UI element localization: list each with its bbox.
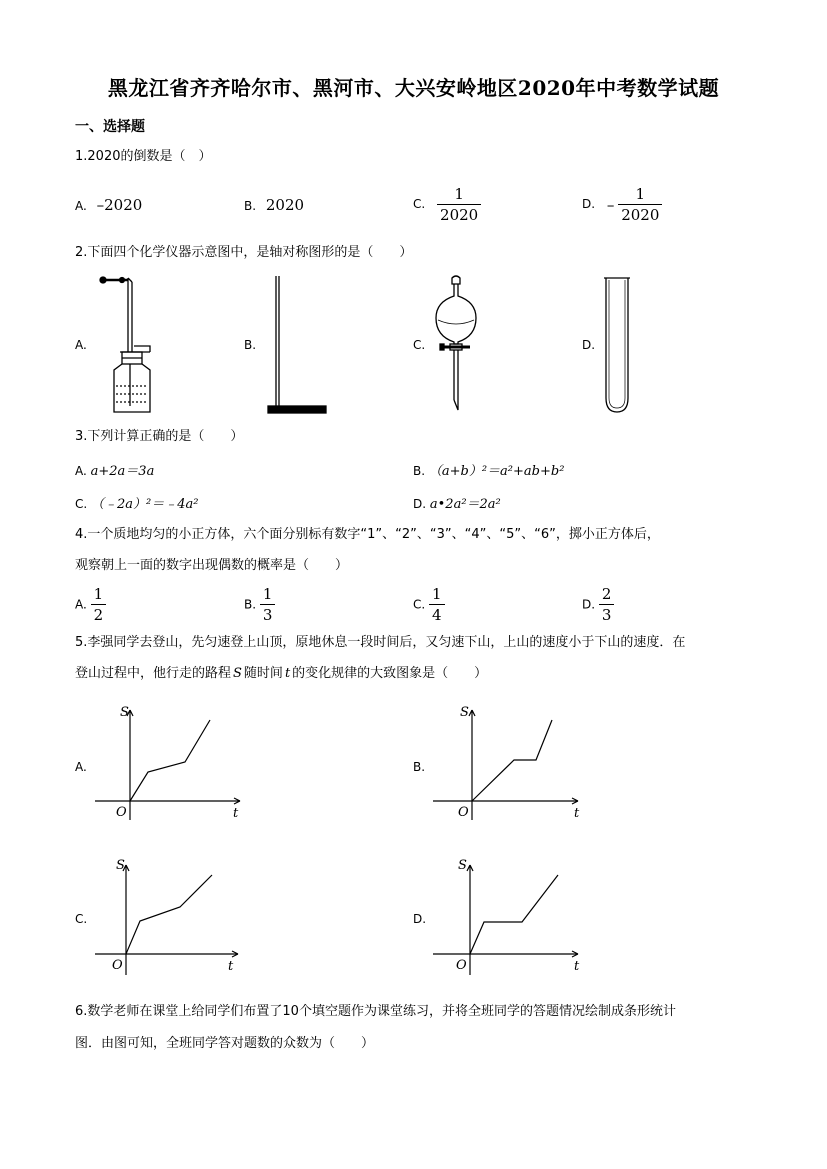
- q5-graph-a: [90, 700, 250, 825]
- q1-c-numerator: 1: [454, 185, 464, 203]
- q1-fraction-c: [437, 184, 481, 225]
- q4-option-a[interactable]: [75, 584, 106, 625]
- q3-label-c: C.: [75, 497, 92, 511]
- q5-graph-d: [428, 855, 588, 980]
- q5-d-axis-x: t: [574, 959, 580, 974]
- q3-expr-c: （﹣2a）²＝﹣4a²: [91, 497, 199, 512]
- q5-a-axis-y: S: [120, 705, 129, 720]
- q5-stem-part3: 的变化规律的大致图象是（ ）: [292, 666, 488, 681]
- q4-label-c: C.: [413, 597, 430, 612]
- q1-c-denominator: 2020: [437, 204, 481, 225]
- q4-a-numerator: 1: [93, 585, 104, 603]
- q5-graph-a-line: [130, 720, 210, 801]
- q1-value-a: –2020: [96, 196, 143, 214]
- q4-label-d: D.: [582, 597, 599, 612]
- q5-label-c[interactable]: C.: [75, 912, 88, 926]
- q1-option-b[interactable]: [244, 196, 304, 214]
- q5-c-axis-y: S: [116, 858, 125, 873]
- iron-stand-icon: [262, 274, 332, 416]
- q4-fraction-a: [91, 584, 107, 625]
- q4-b-numerator: 1: [262, 585, 273, 603]
- q4-option-d[interactable]: [582, 584, 614, 625]
- q2-label-a[interactable]: A.: [75, 338, 87, 352]
- q3-option-a[interactable]: [75, 460, 154, 479]
- q3-expr-a: a+2a＝3a: [90, 464, 155, 479]
- q5-stem-part2: 随时间: [243, 666, 283, 681]
- q1-label-c: C.: [413, 197, 426, 211]
- gas-washing-bottle-icon: [96, 274, 156, 414]
- q3-stem: 3.下列计算正确的是（ ）: [75, 429, 244, 444]
- q1-option-d[interactable]: [582, 184, 662, 225]
- q3-label-b: B.: [413, 464, 429, 478]
- q1-d-sign: –: [606, 195, 615, 214]
- q1-d-denominator: 2020: [618, 204, 662, 225]
- q1-d-numerator: 1: [635, 185, 646, 203]
- q1-option-a[interactable]: [75, 196, 142, 214]
- q4-fraction-d: [599, 584, 615, 625]
- q6-stem-line2: 图．由图可知，全班同学答对题数的众数为（ ）: [75, 1036, 375, 1051]
- section-heading: 一、选择题: [75, 119, 145, 135]
- q4-b-denominator: 3: [260, 604, 276, 625]
- q5-label-b[interactable]: B.: [413, 760, 426, 774]
- q4-stem-line2: 观察朝上一面的数字出现偶数的概率是（ ）: [75, 558, 349, 573]
- q5-b-axis-y: S: [460, 705, 469, 720]
- q4-option-c[interactable]: [413, 584, 445, 625]
- q1-label-d: D.: [582, 197, 596, 211]
- q5-d-axis-y: S: [458, 858, 467, 873]
- q3-option-c[interactable]: [75, 493, 198, 512]
- q4-option-b[interactable]: [244, 584, 275, 625]
- q4-label-a: A.: [75, 597, 91, 612]
- q2-stem: 2.下面四个化学仪器示意图中，是轴对称图形的是（ ）: [75, 245, 413, 260]
- q3-option-d[interactable]: [413, 493, 501, 512]
- q4-fraction-c: [429, 584, 445, 625]
- q5-var-t: t: [284, 666, 291, 681]
- q2-label-d[interactable]: D.: [582, 338, 596, 352]
- q4-d-denominator: 3: [599, 604, 615, 625]
- q3-label-d: D.: [413, 497, 430, 511]
- q1-option-c[interactable]: [413, 184, 481, 225]
- q5-stem-line1: 5.李强同学去登山，先匀速登上山顶，原地休息一段时间后，又匀速下山，上山的速度小于下山的速度．在: [75, 635, 686, 650]
- q4-d-numerator: 2: [601, 585, 612, 603]
- q4-fraction-b: [260, 584, 276, 625]
- q5-d-origin: O: [456, 958, 467, 973]
- q3-option-b[interactable]: [413, 460, 564, 479]
- q1-label-a: A.: [75, 199, 87, 213]
- q1-value-b: 2020: [265, 196, 305, 214]
- q1-fraction-d: [618, 184, 662, 225]
- q5-graph-b: [428, 700, 588, 825]
- q5-label-a[interactable]: A.: [75, 760, 87, 774]
- q5-graph-c-line: [126, 875, 212, 954]
- q5-var-s: S: [233, 666, 242, 681]
- q5-stem-part1: 登山过程中，他行走的路程: [75, 666, 232, 681]
- q4-a-denominator: 2: [91, 604, 107, 625]
- q5-label-d[interactable]: D.: [413, 912, 427, 926]
- q3-expr-d: a•2a²＝2a²: [429, 497, 501, 512]
- q1-stem: 1.2020的倒数是（ ）: [75, 149, 212, 164]
- q1-label-b: B.: [244, 199, 257, 213]
- q6-stem-line1: 6.数学老师在课堂上给同学们布置了10个填空题作为课堂练习，并将全班同学的答题情况绘制成条形统计: [75, 1004, 676, 1019]
- q3-label-a: A.: [75, 464, 91, 478]
- q5-graph-c: [90, 855, 250, 980]
- separatory-funnel-icon: [428, 274, 488, 416]
- q5-c-origin: O: [112, 958, 123, 973]
- q4-label-b: B.: [244, 597, 260, 612]
- q5-stem-line2: [75, 663, 487, 685]
- q4-c-denominator: 4: [429, 604, 445, 625]
- q5-a-origin: O: [116, 805, 127, 820]
- q2-label-b[interactable]: B.: [244, 338, 257, 352]
- page-title: 黑龙江省齐齐哈尔市、黑河市、大兴安岭地区2020年中考数学试题: [107, 76, 720, 100]
- q4-c-numerator: 1: [432, 585, 442, 603]
- q5-c-axis-x: t: [228, 959, 234, 974]
- q5-b-origin: O: [458, 805, 469, 820]
- test-tube-icon: [600, 274, 640, 416]
- q5-b-axis-x: t: [574, 806, 580, 821]
- q2-label-c[interactable]: C.: [413, 338, 426, 352]
- q3-expr-b: （a+b）²＝a²+ab+b²: [428, 464, 565, 479]
- q5-graph-d-line: [470, 875, 558, 954]
- q5-graph-b-line: [472, 720, 552, 801]
- q5-a-axis-x: t: [233, 806, 239, 821]
- q4-stem-line1: 4.一个质地均匀的小正方体，六个面分别标有数字“1”、“2”、“3”、“4”、“5”、“6”，掷小正方体后，: [75, 527, 660, 542]
